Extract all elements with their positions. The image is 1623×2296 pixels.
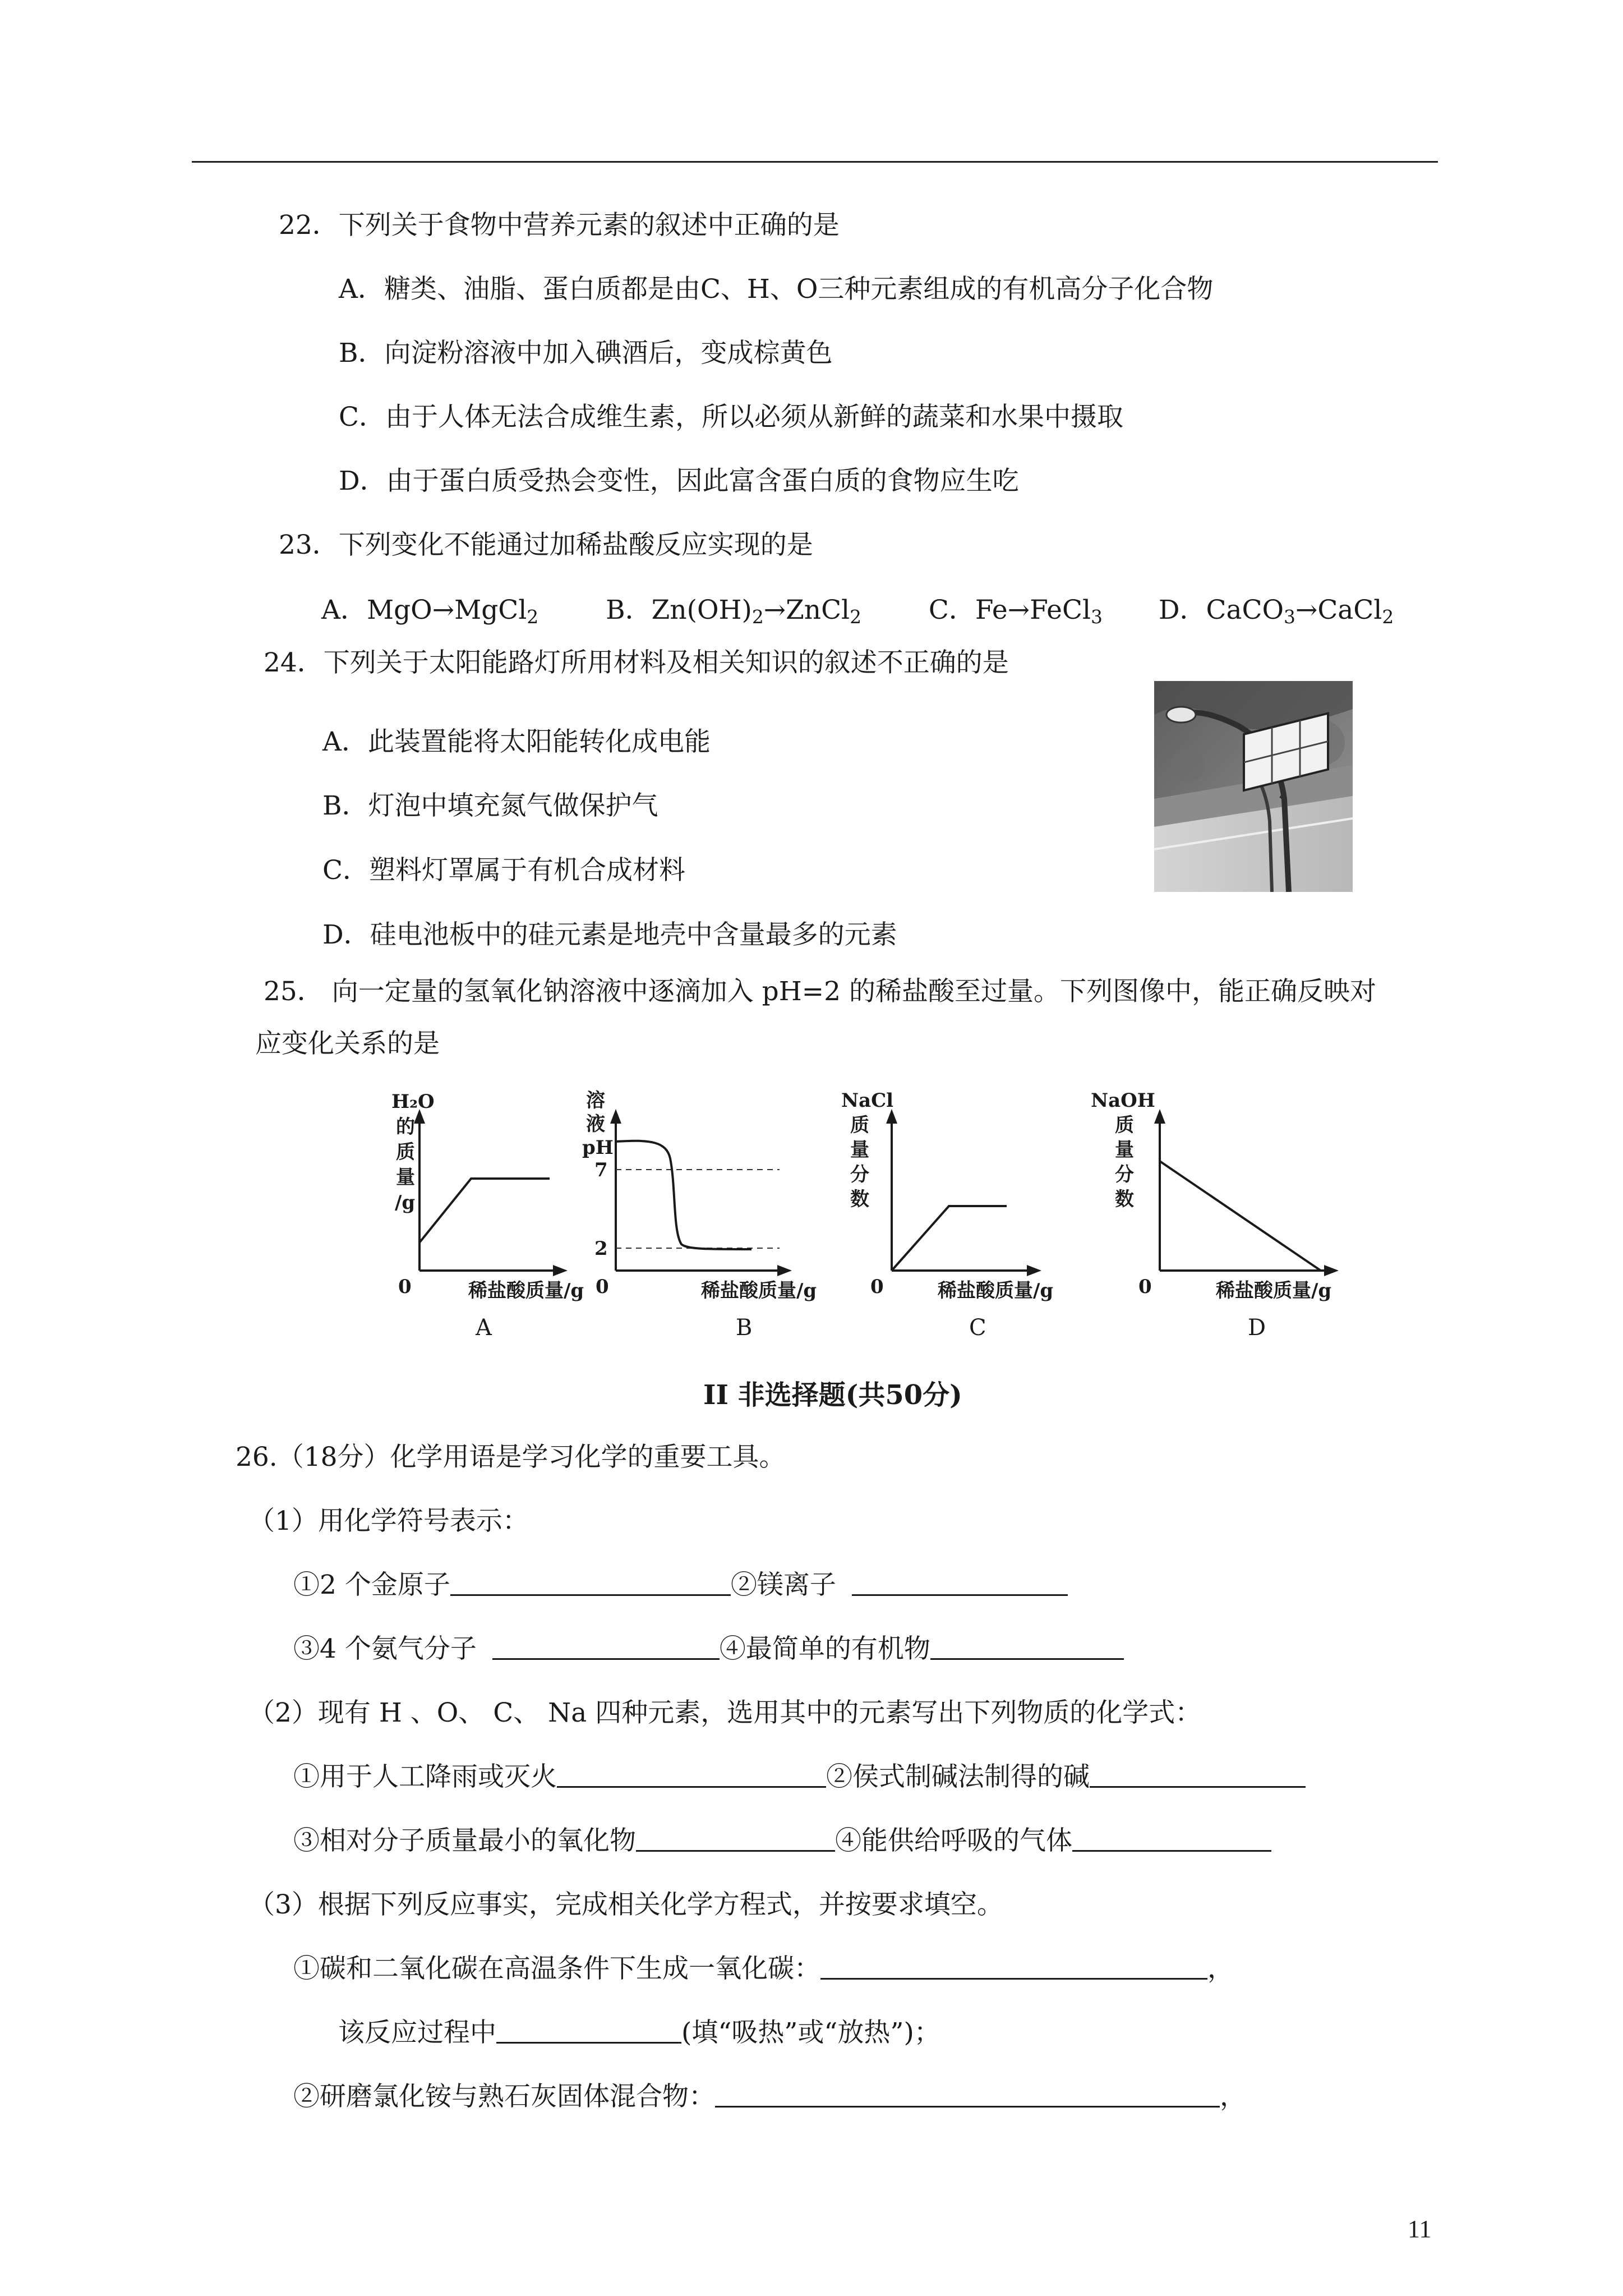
q26-p3-comma2: ，	[1220, 2081, 1246, 2112]
chart-b-tick-2: 2	[594, 1237, 608, 1260]
chart-c-ylabel-1: NaCl	[841, 1089, 894, 1112]
q26-p2-item3: ③相对分子质量最小的氧化物	[293, 1825, 636, 1856]
q26-p3-blank3[interactable]	[715, 2081, 1220, 2108]
q22-stem: 22．下列关于食物中营养元素的叙述中正确的是	[279, 210, 840, 241]
chart-b-tick-7: 7	[594, 1159, 608, 1181]
q26-p3-blank2[interactable]	[496, 2017, 681, 2044]
q26-p2-blank2[interactable]	[1090, 1761, 1306, 1788]
q23-option-c: C．Fe→FeCl$_3$	[928, 595, 1103, 628]
chart-b-origin: 0	[596, 1276, 609, 1298]
chart-d-origin: 0	[1138, 1276, 1152, 1298]
q26-part2-row1	[293, 1760, 1306, 1794]
q26-p1-item2: ②镁离子	[730, 1570, 836, 1600]
page-number: 11	[1408, 2215, 1432, 2243]
q26-p1-item3: ③4 个氨气分子	[293, 1634, 477, 1664]
q25-stem-line2: 应变化关系的是	[255, 1028, 440, 1059]
chart-a	[391, 1091, 584, 1341]
chart-d-y-arrow	[1154, 1109, 1165, 1124]
chart-d-x-arrow	[1324, 1265, 1339, 1276]
chart-a-xlabel: 稀盐酸质量/g	[468, 1280, 584, 1302]
q24-option-c: C．塑料灯罩属于有机合成材料	[322, 855, 685, 886]
chart-d	[1091, 1089, 1339, 1341]
q26-part1-row2	[293, 1632, 1124, 1666]
chart-d-ylabel-5: 数	[1115, 1188, 1134, 1211]
q26-part3: （3）根据下列反应事实，完成相关化学方程式，并按要求填空。	[248, 1889, 1003, 1920]
solar-street-lamp-photo	[1154, 681, 1353, 892]
q26-p2-blank1[interactable]	[557, 1761, 826, 1788]
chart-a-x-arrow	[553, 1265, 568, 1276]
q24-stem: 24．下列关于太阳能路灯所用材料及相关知识的叙述不正确的是	[264, 647, 1009, 678]
chart-b-x-arrow	[777, 1265, 792, 1276]
q26-stem: 26.（18分）化学用语是学习化学的重要工具。	[236, 1442, 786, 1473]
q23-option-b: B．$Zn(OH)_2\to ZnCl_2$	[606, 595, 861, 628]
q26-p1-item1: ①2 个金原子	[293, 1570, 450, 1600]
q26-p1-blank2[interactable]	[852, 1570, 1068, 1596]
q24-option-a: A．此装置能将太阳能转化成电能	[322, 726, 711, 757]
chart-c-ylabel-4: 分	[850, 1163, 869, 1186]
q22-option-c: C．由于人体无法合成维生素，所以必须从新鲜的蔬菜和水果中摄取	[339, 402, 1123, 432]
q26-p2-item4: ④能供给呼吸的气体	[835, 1825, 1072, 1856]
q26-part3-row3	[293, 2080, 1246, 2114]
q26-p2-item2: ②侯式制碱法制得的碱	[826, 1761, 1090, 1792]
q26-p2-blank3[interactable]	[636, 1825, 835, 1852]
chart-a-series-line	[419, 1179, 550, 1243]
chart-a-ylabel-1: H₂O	[391, 1091, 435, 1113]
q23-option-a: A．MgO→MgCl$_2$	[321, 595, 539, 628]
header-rule	[192, 161, 1438, 163]
q23-options	[321, 593, 1394, 634]
chart-b-ylabel-2: 液	[586, 1113, 605, 1135]
chart-a-origin: 0	[398, 1276, 412, 1298]
q26-p1-blank3[interactable]	[492, 1634, 720, 1660]
chart-d-caption: D	[1248, 1315, 1266, 1341]
section-title: II 非选择题(共50分)	[703, 1379, 962, 1411]
q26-part2-row2	[293, 1824, 1271, 1858]
q23-option-d: D．CaCO$_3$→CaCl$_2$	[1158, 595, 1394, 628]
q26-p3-blank1[interactable]	[820, 1953, 1207, 1980]
chart-d-ylabel-3: 量	[1115, 1139, 1134, 1161]
q25-stem-line1: 25． 向一定量的氢氧化钠溶液中逐滴加入 pH=2 的稀盐酸至过量。下列图像中，能正确反映对	[264, 976, 1376, 1007]
q26-part1-row1	[293, 1568, 1068, 1602]
q22-option-d: D．由于蛋白质受热会变性，因此富含蛋白质的食物应生吃	[339, 466, 1019, 496]
chart-c-ylabel-3: 量	[850, 1139, 869, 1161]
chart-c-caption: C	[969, 1315, 986, 1341]
chart-b-xlabel: 稀盐酸质量/g	[701, 1280, 817, 1302]
chart-a-ylabel-3: 质	[396, 1141, 415, 1163]
q26-p1-item4: ④最简单的有机物	[719, 1634, 930, 1664]
chart-d-ylabel-2: 质	[1115, 1114, 1134, 1137]
chart-c-series-line	[892, 1206, 1007, 1271]
q23-stem: 23．下列变化不能通过加稀盐酸反应实现的是	[279, 530, 813, 560]
chart-b-series-line	[616, 1141, 751, 1249]
q26-p3-comma1: ，	[1207, 1953, 1234, 1984]
chart-a-caption: A	[476, 1315, 492, 1341]
chart-a-ylabel-4: 量	[396, 1166, 415, 1189]
chart-a-ylabel-2: 的	[396, 1116, 415, 1138]
chart-c	[841, 1089, 1053, 1341]
q22-option-a: A．糖类、油脂、蛋白质都是由C、H、O三种元素组成的有机高分子化合物	[339, 274, 1214, 305]
chart-c-ylabel-5: 数	[850, 1188, 869, 1211]
chart-d-ylabel-4: 分	[1115, 1163, 1134, 1186]
q26-p1-blank1[interactable]	[450, 1570, 731, 1596]
q24-option-b: B．灯泡中填充氮气做保护气	[322, 790, 658, 821]
chart-c-xlabel: 稀盐酸质量/g	[938, 1280, 1054, 1302]
q26-p3-item1b: 该反应过程中	[338, 2017, 496, 2048]
q26-p3-item2: ②研磨氯化铵与熟石灰固体混合物：	[293, 2081, 715, 2112]
q24-option-d: D．硅电池板中的硅元素是地壳中含量最多的元素	[322, 919, 897, 950]
q26-part1: （1）用化学符号表示：	[248, 1506, 529, 1536]
q26-part2: （2）现有 H 、O、 C、 Na 四种元素，选用其中的元素写出下列物质的化学式：	[248, 1697, 1202, 1728]
chart-c-x-arrow	[1027, 1265, 1041, 1276]
chart-b-y-arrow	[610, 1109, 621, 1124]
q25-charts	[359, 1085, 1380, 1343]
q26-part3-row1	[293, 1952, 1234, 1986]
chart-d-series-line	[1160, 1161, 1321, 1271]
chart-a-ylabel-5: /g	[395, 1191, 416, 1214]
chart-d-xlabel: 稀盐酸质量/g	[1216, 1280, 1332, 1302]
chart-d-ylabel-1: NaOH	[1091, 1089, 1155, 1112]
q26-p2-item1: ①用于人工降雨或灭火	[293, 1761, 557, 1792]
q26-p3-item1c: (填“吸热”或“放热”)；	[681, 2017, 940, 2048]
q26-part3-row2	[338, 2016, 940, 2050]
chart-b-ylabel-1: 溶	[586, 1089, 605, 1112]
q26-p2-blank4[interactable]	[1072, 1825, 1271, 1852]
chart-b-caption: B	[736, 1315, 753, 1341]
chart-c-origin: 0	[870, 1276, 884, 1298]
chart-b	[582, 1089, 817, 1341]
q22-option-b: B．向淀粉溶液中加入碘酒后，变成棕黄色	[339, 338, 833, 369]
chart-c-ylabel-2: 质	[850, 1114, 869, 1137]
q26-p1-blank4[interactable]	[930, 1634, 1124, 1660]
q26-p3-item1: ①碳和二氧化碳在高温条件下生成一氧化碳：	[293, 1953, 820, 1984]
chart-b-ylabel-3: pH	[582, 1137, 614, 1159]
